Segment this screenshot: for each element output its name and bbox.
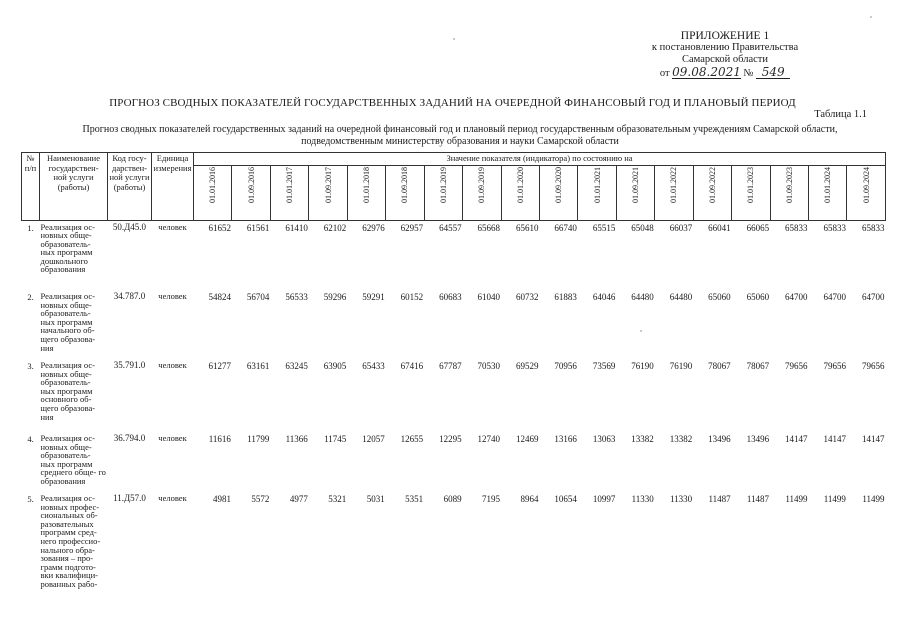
indicator-value: 70956 (554, 361, 577, 371)
indicator-value: 11499 (823, 494, 846, 504)
header-date (578, 165, 616, 220)
unit-label: человек (158, 360, 187, 370)
indicator-value: 54824 (208, 292, 231, 302)
number-label: № (743, 68, 754, 79)
indicator-value: 61410 (285, 222, 308, 233)
indicator-value: 13382 (669, 434, 693, 444)
indicator-value: 11616 (208, 434, 231, 444)
header-date-label: 01.01.2020 (515, 166, 525, 203)
subtitle-line-1: Прогноз сводных показателей государственных заданий на очередной финансовый год и плановый период государственным образовательным учреждениям Самарской области, (82, 124, 838, 135)
document-title: ПРОГНОЗ СВОДНЫХ ПОКАЗАТЕЛЕЙ ГОСУДАРСТВЕННЫХ ЗАДАНИЙ НА ОЧЕРЕДНОЙ ФИНАНСОВЫЙ ГОД И ПЛАНОВЫЙ ПЕРИОД (109, 97, 796, 109)
indicator-value: 65048 (631, 222, 654, 233)
header-date-label: 01.09.2024 (861, 166, 871, 203)
header-date-label: 01.09.2018 (400, 166, 410, 203)
indicator-value: 61277 (208, 361, 231, 371)
indicator-value: 60732 (515, 292, 539, 302)
indicator-value: 62957 (400, 222, 424, 233)
indicator-value: 66740 (554, 222, 577, 233)
indicator-value: 5321 (328, 494, 347, 504)
scan-speck (453, 38, 455, 40)
row-number: 2. (27, 292, 34, 302)
appendix-date-line (600, 66, 850, 80)
header-date (424, 165, 462, 220)
indicator-value: 64480 (669, 292, 693, 302)
header-unit: Единица измерения (152, 153, 194, 221)
table-row (22, 359, 886, 432)
header-date (539, 165, 577, 220)
header-date (809, 165, 847, 220)
indicator-value: 78067 (746, 361, 770, 371)
indicator-value: 59296 (323, 292, 347, 302)
indicator-value: 64046 (592, 292, 616, 302)
indicator-value: 8964 (520, 494, 539, 504)
indicator-value: 65833 (862, 222, 885, 233)
header-service-code: Код госу- дарствен- ной услуги (работы) (108, 153, 152, 221)
indicator-value: 67416 (400, 361, 424, 371)
indicator-value: 61040 (477, 292, 500, 302)
indicator-value: 76190 (631, 361, 654, 371)
indicator-value: 61652 (208, 222, 231, 233)
header-date-label: 01.09.2019 (477, 166, 487, 203)
header-row-1 (22, 153, 886, 166)
service-name: Реализация ос- новных профес- сиональных об- разовательных программ сред- него профессио- нального обра- зования – про- грамм подгото- вки квалифици- рованных рабо- (40, 493, 101, 589)
indicator-value: 11745 (324, 434, 347, 444)
indicator-value: 10654 (554, 494, 577, 504)
header-date-label: 01.01.2019 (438, 166, 448, 203)
indicator-value: 6089 (443, 494, 462, 504)
indicator-value: 11487 (708, 494, 731, 504)
service-name: Реализация ос- новных обще- образователь- ных программ среднего обще- го образования (40, 433, 106, 486)
header-date-label: 01.01.2021 (592, 166, 602, 203)
indicator-value: 65833 (823, 222, 846, 233)
unit-label: человек (158, 291, 187, 301)
row-number: 1. (27, 222, 34, 233)
indicator-value: 65515 (592, 222, 616, 233)
indicator-value: 63245 (285, 361, 308, 371)
table-row (22, 220, 886, 290)
header-date-label: 01.09.2016 (246, 166, 256, 203)
indicator-value: 14147 (823, 434, 846, 444)
indicator-value: 12057 (362, 434, 385, 444)
indicator-value: 65060 (708, 292, 731, 302)
header-date (194, 165, 232, 220)
indicator-value: 63161 (246, 361, 270, 371)
indicator-value: 13063 (592, 434, 616, 444)
indicator-value: 66041 (708, 222, 731, 233)
indicator-value: 64700 (823, 292, 846, 302)
scan-speck (870, 16, 872, 18)
indicator-value: 66065 (746, 222, 770, 233)
header-date (847, 165, 886, 220)
indicator-value: 12740 (477, 434, 500, 444)
indicator-value: 61561 (246, 222, 270, 233)
header-date (655, 165, 693, 220)
indicator-value: 66037 (669, 222, 693, 233)
header-date (501, 165, 539, 220)
indicator-value: 64700 (785, 292, 808, 302)
indicator-value: 69529 (515, 361, 539, 371)
indicator-value: 64557 (439, 222, 462, 233)
from-label: от (659, 68, 670, 79)
indicator-value: 13496 (708, 434, 731, 444)
table-row (22, 432, 886, 492)
service-name: Реализация ос- новных обще- образователь- ных программ дошкольного образования (40, 221, 95, 275)
indicator-value: 65668 (477, 222, 500, 233)
header-date-label: 01.09.2021 (631, 166, 641, 203)
header-date-label: 01.01.2024 (823, 166, 833, 203)
indicator-value: 56533 (285, 292, 308, 302)
header-date-label: 01.09.2020 (554, 166, 564, 203)
indicator-value: 10997 (592, 494, 616, 504)
indicator-value: 13382 (631, 434, 654, 444)
header-values: Значение показателя (индикатора) по состоянию на (194, 153, 886, 166)
indicator-value: 12469 (515, 434, 539, 444)
header-date-label: 01.09.2022 (707, 166, 717, 203)
indicator-value: 11330 (670, 494, 693, 504)
indicator-value: 65610 (515, 222, 539, 233)
indicator-value: 4977 (289, 494, 308, 504)
indicator-value: 62976 (362, 222, 385, 233)
indicator-value: 13166 (554, 434, 577, 444)
header-date (693, 165, 731, 220)
indicator-value: 13496 (746, 434, 770, 444)
table-subtitle (20, 124, 900, 148)
indicator-value: 76190 (669, 361, 693, 371)
table-row (22, 492, 886, 610)
indicator-value: 70530 (477, 361, 500, 371)
header-date (309, 165, 347, 220)
header-date-label: 01.01.2016 (208, 166, 218, 203)
indicator-value: 79656 (862, 361, 885, 371)
handwritten-date: 09.08.2021 (672, 65, 741, 79)
indicator-value: 56704 (246, 292, 270, 302)
service-code: 35.791.0 (113, 360, 146, 370)
header-date-label: 01.01.2022 (669, 166, 679, 203)
indicator-value: 14147 (785, 434, 808, 444)
indicator-value: 67787 (439, 361, 462, 371)
service-name: Реализация ос- новных обще- образователь- ных программ основного об- щего образова- ния (40, 360, 96, 422)
indicator-value: 61883 (554, 292, 577, 302)
unit-label: человек (158, 493, 187, 503)
service-code: 11.Д57.0 (113, 493, 146, 503)
indicator-value: 64480 (631, 292, 654, 302)
header-num: № п/п (22, 153, 40, 221)
row-number: 4. (27, 434, 34, 444)
service-code: 50.Д45.0 (112, 221, 147, 232)
indicator-value: 12295 (439, 434, 462, 444)
indicator-value: 14147 (862, 434, 885, 444)
service-name: Реализация ос- новных обще- образователь- ных программ начального об- щего образова- ния (40, 291, 96, 353)
appendix-title: ПРИЛОЖЕНИЕ 1 (680, 30, 770, 42)
header-date-label: 01.09.2023 (784, 166, 794, 203)
indicator-value: 78067 (708, 361, 731, 371)
indicator-value: 65833 (785, 222, 808, 233)
header-date-label: 01.01.2018 (361, 166, 371, 203)
table-row (22, 290, 886, 359)
indicator-value: 11499 (862, 494, 885, 504)
indicator-value: 65433 (362, 361, 385, 371)
indicators-table (21, 152, 886, 610)
indicator-value: 11499 (785, 494, 808, 504)
table-number: Таблица 1.1 (814, 109, 867, 120)
indicator-value: 5572 (251, 494, 270, 504)
indicator-value: 5351 (405, 494, 424, 504)
header-date-label: 01.09.2017 (323, 166, 333, 203)
header-date-label: 01.01.2017 (285, 166, 295, 203)
header-date (463, 165, 501, 220)
row-number: 5. (27, 494, 34, 504)
service-code: 36.794.0 (113, 433, 146, 443)
indicator-value: 62102 (323, 222, 347, 233)
handwritten-number: 549 (756, 66, 790, 79)
header-date (386, 165, 424, 220)
scan-speck (640, 330, 642, 332)
header-date-label: 01.01.2023 (746, 166, 756, 203)
table-body (22, 220, 886, 610)
header-date (732, 165, 770, 220)
indicator-value: 60683 (439, 292, 462, 302)
indicator-value: 11799 (247, 434, 270, 444)
indicator-value: 5031 (366, 494, 385, 504)
appendix-block (600, 30, 850, 80)
indicator-value: 59291 (362, 292, 385, 302)
indicator-value: 79656 (823, 361, 846, 371)
header-service-name: Наименование государствен- ной услуги (работы) (40, 153, 108, 221)
header-date (232, 165, 270, 220)
header-date (347, 165, 385, 220)
indicator-value: 63905 (323, 361, 347, 371)
indicator-value: 64700 (862, 292, 885, 302)
unit-label: человек (158, 433, 187, 443)
appendix-line-2: Самарской области (682, 54, 768, 65)
row-number: 3. (27, 361, 34, 371)
indicator-value: 11366 (285, 434, 308, 444)
indicator-value: 11487 (746, 494, 770, 504)
service-code: 34.787.0 (113, 291, 146, 301)
subtitle-line-2: подведомственным министерству образования и науки Самарской области (301, 136, 619, 147)
indicator-value: 60152 (400, 292, 424, 302)
indicator-value: 11330 (631, 494, 654, 504)
unit-label: человек (158, 221, 187, 232)
indicator-value: 12655 (400, 434, 424, 444)
indicator-value: 65060 (746, 292, 770, 302)
appendix-line-1: к постановлению Правительства (651, 42, 799, 53)
header-date (770, 165, 808, 220)
indicator-value: 4981 (212, 494, 231, 504)
indicator-value: 7195 (482, 494, 500, 504)
header-date (616, 165, 654, 220)
header-date (270, 165, 308, 220)
indicator-value: 73569 (592, 361, 616, 371)
indicator-value: 79656 (785, 361, 808, 371)
